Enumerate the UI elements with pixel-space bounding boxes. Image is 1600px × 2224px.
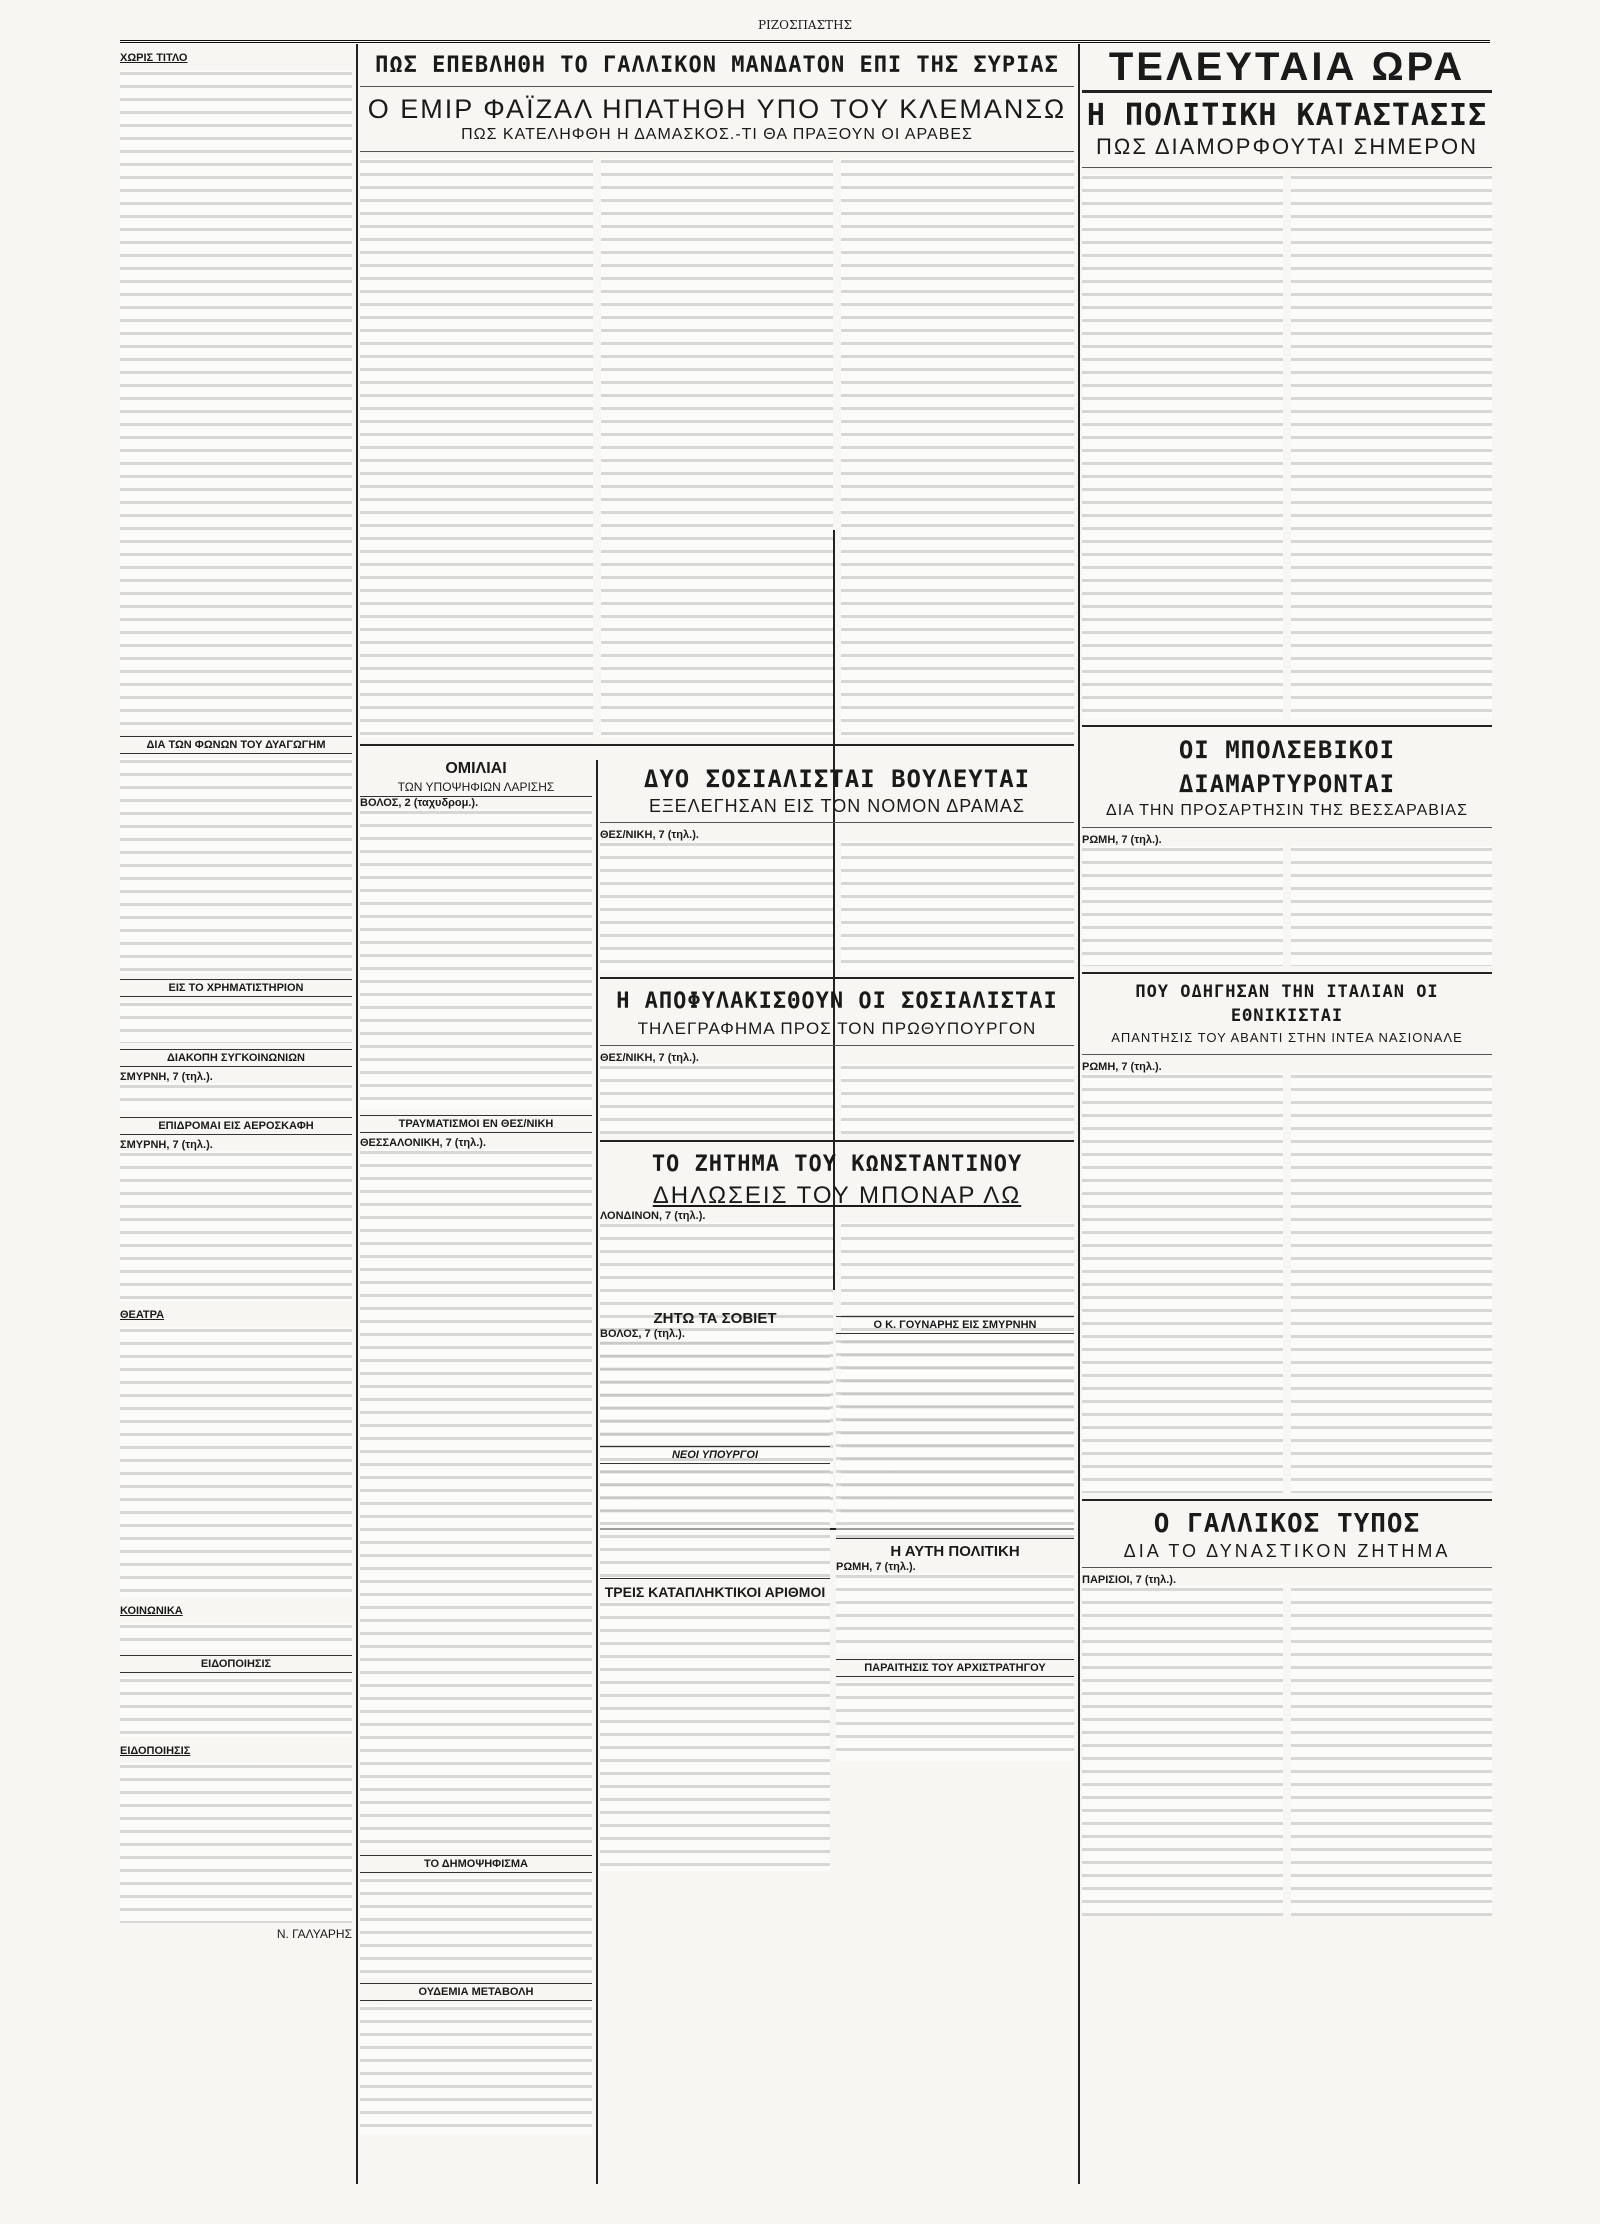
article-subheading: ΤΗΛΕΓΡΑΦΗΜΑ ΠΡΟΣ ΤΟΝ ΠΡΩΘΥΠΟΥΡΓΟΝ — [637, 1019, 1037, 1038]
dateline: ΒΟΛΟΣ, 7 (τηλ.). — [600, 1328, 685, 1340]
section-heading: ΚΟΙΝΩΝΙΚΑ — [120, 1605, 183, 1617]
masthead-title: ΡΙΖΟΣΠΑΣΤΗΣ — [757, 18, 853, 32]
article-subheading: ΠΩΣ ΔΙΑΜΟΡΦΟΥΤΑΙ ΣΗΜΕΡΟΝ — [1096, 134, 1478, 159]
article-text — [360, 1877, 592, 1977]
column-left — [120, 44, 352, 2184]
dateline: ΡΩΜΗ, 7 (τηλ.). — [1082, 1061, 1162, 1073]
dateline: ΡΩΜΗ, 7 (τηλ.). — [1082, 834, 1162, 846]
article-text — [1082, 174, 1283, 719]
article-heading: ΤΟ ΖΗΤΗΜΑ ΤΟΥ ΚΩΝΣΤΑΝΤΙΝΟΥ — [651, 1152, 1023, 1177]
article-text — [600, 1340, 830, 1440]
article-text — [360, 809, 592, 1109]
article-text — [600, 1064, 833, 1134]
article-text — [600, 1468, 830, 1578]
article-subheading: ΔΗΛΩΣΕΙΣ ΤΟΥ ΜΠΟΝΑΡ ΛΩ — [652, 1182, 1022, 1209]
article-text — [1291, 846, 1492, 966]
article-heading: ΟΥΔΕΜΙΑ ΜΕΤΑΒΟΛΗ — [360, 1983, 592, 2001]
syria-deck: ΠΩΣ ΚΑΤΕΛΗΦΘΗ Η ΔΑΜΑΣΚΟΣ.-ΤΙ ΘΑ ΠΡΑΞΟΥΝ ΟΙ ΑΡΑΒΕΣ — [461, 126, 973, 143]
dateline: ΒΟΛΟΣ, 2 (ταχυδρομ.). — [360, 797, 479, 809]
dateline: ΠΑΡΙΣΙΟΙ, 7 (τηλ.). — [1082, 1574, 1177, 1586]
larissa-article — [360, 760, 592, 2135]
section-heading: ΕΙΣ ΤΟ ΧΡΗΜΑΤΙΣΤΗΡΙΟΝ — [120, 979, 352, 997]
article-text — [120, 1083, 352, 1111]
dateline: ΣΜΥΡΝΗ, 7 (τηλ.). — [120, 1139, 213, 1151]
article-text — [360, 2005, 592, 2135]
article-text — [841, 158, 1074, 738]
article-text — [601, 158, 834, 738]
last-hour-banner: ΤΕΛΕΥΤΑΙΑ ΩΡΑ — [1082, 44, 1492, 93]
article-heading: ΔΥΟ ΣΟΣΙΑΛΙΣΤΑΙ ΒΟΥΛΕΥΤΑΙ — [643, 765, 1031, 793]
column-right — [1082, 44, 1492, 2184]
article-subheading: ΑΠΑΝΤΗΣΙΣ ΤΟΥ ΑΒΑΝΤΙ ΣΤΗΝ ΙΝΤΕΑ ΝΑΣΙΟΝΑΛΕ — [1111, 1030, 1463, 1045]
article-heading: ΠΟΥ ΟΔΗΓΗΣΑΝ ΤΗΝ ΙΤΑΛΙΑΝ ΟΙ ΕΘΝΙΚΙΣΤΑΙ — [1135, 982, 1439, 1026]
dateline: ΘΕΣ/ΝΙΚΗ, 7 (τηλ.). — [600, 829, 699, 841]
article-heading: Η ΠΟΛΙΤΙΚΗ ΚΑΤΑΣΤΑΣΙΣ — [1086, 98, 1488, 133]
article-text — [600, 841, 833, 971]
article-heading: Ο Κ. ΓΟΥΝΑΡΗΣ ΕΙΣ ΣΜΥΡΝΗΝ — [836, 1316, 1074, 1334]
article-heading: ΟΙ ΜΠΟΛΣΕΒΙΚΟΙ ΔΙΑΜΑΡΤΥΡΟΝΤΑΙ — [1178, 736, 1396, 798]
section-heading: ΔΙΑ ΤΩΝ ΦΩΝΩΝ ΤΟΥ ΔΥΑΓΩΓΗΜ — [120, 736, 352, 754]
dateline: ΘΕΣΣΑΛΟΝΙΚΗ, 7 (τηλ.). — [360, 1137, 486, 1149]
article-subheading: ΤΩΝ ΥΠΟΨΗΦΙΩΝ ΛΑΡΙΣΗΣ — [360, 778, 592, 797]
section-heading: ΧΩΡΙΣ ΤΙΤΛΟ — [120, 52, 188, 64]
article-text — [841, 1064, 1074, 1134]
section-heading: ΕΙΔΟΠΟΙΗΣΙΣ — [120, 1655, 352, 1673]
dateline: ΣΜΥΡΝΗ, 7 (τηλ.). — [120, 1071, 213, 1083]
gounaris-column — [836, 1310, 1074, 1761]
masthead — [120, 18, 1490, 43]
article-text — [836, 1681, 1074, 1761]
article-text — [836, 1573, 1074, 1653]
syria-headline: Ο ΕΜΙΡ ΦΑΪΖΑΛ ΗΠΑΤΗΘΗ ΥΠΟ ΤΟΥ ΚΛΕΜΑΝΣΩ — [367, 94, 1067, 124]
syria-kicker: ΠΩΣ ΕΠΕΒΛΗΘΗ ΤΟ ΓΑΛΛΙΚΟΝ ΜΑΝΔΑΤΟΝ ΕΠΙ ΤΗΣ ΣΥΡΙΑΣ — [375, 53, 1059, 78]
article-text — [841, 841, 1074, 971]
article-subheading: ΕΞΕΛΕΓΗΣΑΝ ΕΙΣ ΤΟΝ ΝΟΜΟΝ ΔΡΑΜΑΣ — [648, 796, 1026, 816]
article-text — [360, 158, 593, 738]
article-text — [360, 1149, 592, 1849]
dateline: ΘΕΣ/ΝΙΚΗ, 7 (τηλ.). — [600, 1052, 699, 1064]
article-heading: ΝΕΟΙ ΥΠΟΥΡΓΟΙ — [600, 1446, 830, 1464]
article-heading: ΤΡΑΥΜΑΤΙΣΜΟΙ ΕΝ ΘΕΣ/ΝΙΚΗ — [360, 1115, 592, 1133]
article-text — [1082, 846, 1283, 966]
dateline: ΡΩΜΗ, 7 (τηλ.). — [836, 1561, 916, 1573]
section-heading: ΕΠΙΔΡΟΜΑΙ ΕΙΣ ΑΕΡΟΣΚΑΦΗ — [120, 1117, 352, 1135]
dateline: ΛΟΝΔΙΝΟΝ, 7 (τηλ.). — [600, 1210, 706, 1222]
theatre-listings — [120, 1327, 352, 1597]
section-heading: ΘΕΑΤΡΑ — [120, 1309, 165, 1321]
article-text — [120, 70, 352, 730]
article-heading: Η ΑΥΤΗ ΠΟΛΙΤΙΚΗ — [836, 1538, 1074, 1561]
column-rule — [1078, 44, 1080, 2184]
article-subheading: ΔΙΑ ΤΟ ΔΥΝΑΣΤΙΚΟΝ ΖΗΤΗΜΑ — [1123, 1541, 1451, 1561]
signature: Ν. ΓΑΛΥΑΡΗΣ — [276, 1927, 352, 1941]
column-rule — [596, 760, 598, 2184]
article-text — [120, 1001, 352, 1043]
article-text — [1291, 174, 1492, 719]
article-heading: ΖΗΤΩ ΤΑ ΣΟΒΙΕΤ — [653, 1310, 777, 1327]
soviets-column — [600, 1310, 830, 1871]
article-text — [120, 1623, 352, 1649]
article-text — [1082, 1073, 1283, 1493]
article-heading: Ο ΓΑΛΛΙΚΟΣ ΤΥΠΟΣ — [1153, 1509, 1421, 1539]
article-text — [600, 1601, 830, 1871]
syria-article — [360, 52, 1074, 752]
column-rule — [356, 44, 358, 2184]
article-text — [1291, 1586, 1492, 1916]
article-heading: ΠΑΡΑΙΤΗΣΙΣ ΤΟΥ ΑΡΧΙΣΤΡΑΤΗΓΟΥ — [836, 1659, 1074, 1677]
article-text — [120, 1151, 352, 1301]
article-text — [120, 1677, 352, 1737]
article-text — [1291, 1073, 1492, 1493]
article-text — [120, 1763, 352, 1923]
article-heading: ΤΟ ΔΗΜΟΨΗΦΙΣΜΑ — [360, 1855, 592, 1873]
article-heading: ΤΡΕΙΣ ΚΑΤΑΠΛΗΚΤΙΚΟΙ ΑΡΙΘΜΟΙ — [600, 1578, 830, 1601]
article-text — [836, 1338, 1074, 1538]
section-heading: ΔΙΑΚΟΠΗ ΣΥΓΚΟΙΝΩΝΙΩΝ — [120, 1049, 352, 1067]
article-text — [120, 758, 352, 973]
article-text — [1082, 1586, 1283, 1916]
article-subheading: ΔΙΑ ΤΗΝ ΠΡΟΣΑΡΤΗΣΙΝ ΤΗΣ ΒΕΣΣΑΡΑΒΙΑΣ — [1106, 802, 1468, 819]
article-heading: Η ΑΠΟΦΥΛΑΚΙΣΘΟΥΝ ΟΙ ΣΟΣΙΑΛΙΣΤΑΙ — [616, 989, 1058, 1014]
article-heading: ΟΜΙΛΙΑΙ — [445, 760, 507, 777]
section-heading: ΕΙΔΟΠΟΙΗΣΙΣ — [120, 1745, 191, 1757]
